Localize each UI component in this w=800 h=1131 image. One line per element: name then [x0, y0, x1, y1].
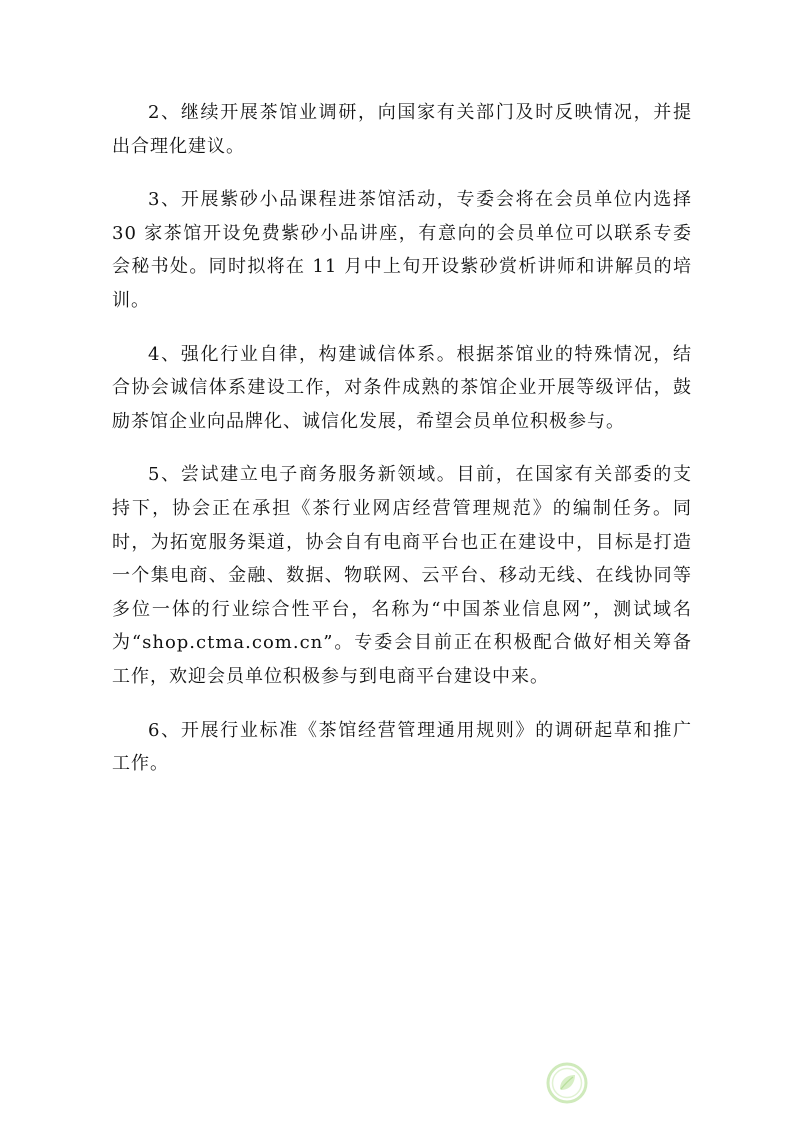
paragraph-item-4: 4、强化行业自律，构建诚信体系。根据茶馆业的特殊情况，结合协会诚信体系建设工作，对条件成熟的茶馆企业开展等级评估，鼓励茶馆企业向品牌化、诚信化发展，希望会员单位积极参与。: [112, 343, 692, 432]
paragraph-item-3: 3、开展紫砂小品课程进茶馆活动，专委会将在会员单位内选择 30 家茶馆开设免费紫砂小品讲座，有意向的会员单位可以联系专委会秘书处。同时拟将在 11 月中上旬开设紫砂赏析讲师和讲解员的培训。: [112, 189, 692, 311]
document-body: [112, 96, 692, 801]
paragraph-item-2: 2、继续开展茶馆业调研，向国家有关部门及时反映情况，并提出合理化建议。: [112, 102, 692, 157]
paragraph-item-5: 5、尝试建立电子商务服务新领域。目前，在国家有关部委的支持下，协会正在承担《茶行业网店经营管理规范》的编制任务。同时，为拓宽服务渠道，协会自有电商平台也正在建设中，目标是打造一个集电商、金融、数据、物联网、云平台、移动无线、在线协同等多位一体的行业综合性平台，名称为“中国茶业信息网”，测试域名为“shop.ctma.com.cn”。专委会目前正在积极配合做好相关筹备工作，欢迎会员单位积极参与到电商平台建设中来。: [112, 464, 692, 687]
tea-leaf-logo-icon: [546, 1062, 588, 1104]
paragraph-item-6: 6、开展行业标准《茶馆经营管理通用规则》的调研起草和推广工作。: [112, 719, 692, 775]
